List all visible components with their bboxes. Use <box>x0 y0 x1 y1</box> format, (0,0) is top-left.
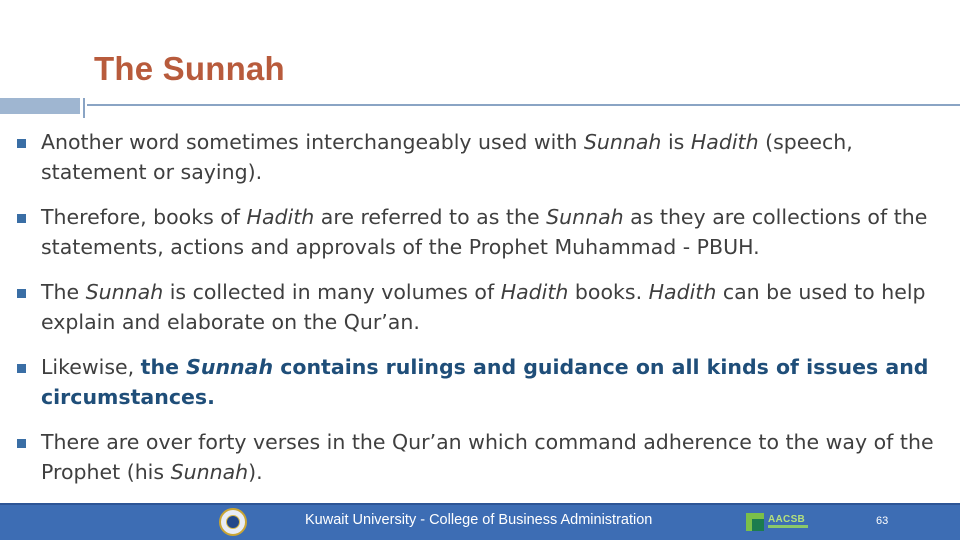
logo-square-inner <box>752 519 764 531</box>
text-segment: Another word sometimes interchangeably used with <box>41 130 584 154</box>
text-segment: (speech, statement or saying). <box>41 130 853 184</box>
square-bullet-icon <box>17 364 26 373</box>
bullet-item <box>16 427 952 487</box>
logo-underline <box>768 525 808 528</box>
text-segment: Sunnah <box>85 280 164 304</box>
title-rule-accent <box>0 98 80 114</box>
text-segment: books. <box>568 280 649 304</box>
slide-title: The Sunnah <box>94 50 285 87</box>
text-segment: The <box>41 280 86 304</box>
text-segment: Sunnah <box>186 355 274 379</box>
text-segment: Hadith <box>648 280 717 304</box>
bullet-item <box>16 352 952 412</box>
text-segment: ). <box>248 460 263 484</box>
university-seal-icon <box>219 508 247 536</box>
square-bullet-icon <box>17 439 26 448</box>
text-segment: contains rulings and guidance on all kinds of issues and circumstances. <box>41 355 929 409</box>
bullet-text <box>41 130 853 184</box>
text-segment: can be used to help explain and elaborate on the Qur’an. <box>41 280 926 334</box>
bullet-text <box>41 355 928 409</box>
footer-text: Kuwait University - College of Business Administration <box>305 512 653 528</box>
bullet-item <box>16 127 952 187</box>
text-segment: Sunnah <box>170 460 249 484</box>
text-segment: Likewise, <box>41 355 141 379</box>
text-segment: is collected in many volumes of <box>163 280 501 304</box>
logo-text: AACSB <box>768 514 806 525</box>
text-segment: as they are collections of the statements, actions and approvals of the Prophet Muhammad - PBUH. <box>41 205 928 259</box>
bullet-list <box>16 127 952 502</box>
text-segment: the <box>140 355 187 379</box>
title-rule-divider <box>83 98 85 118</box>
bullet-item <box>16 202 952 262</box>
text-segment: Sunnah <box>583 130 662 154</box>
title-rule <box>87 104 960 106</box>
bullet-text <box>41 205 927 259</box>
text-segment: is <box>661 130 691 154</box>
square-bullet-icon <box>17 214 26 223</box>
text-segment: Hadith <box>690 130 759 154</box>
text-segment: Sunnah <box>546 205 624 229</box>
text-segment: Hadith <box>500 280 569 304</box>
bullet-item <box>16 277 952 337</box>
aacsb-logo-icon <box>746 511 810 533</box>
text-segment: Hadith <box>246 205 315 229</box>
text-segment: Therefore, books of <box>41 205 247 229</box>
square-bullet-icon <box>17 139 26 148</box>
text-segment: are referred to as the <box>314 205 547 229</box>
page-number: 63 <box>876 515 889 527</box>
text-segment: There are over forty verses in the Qur’an which command adherence to the way of the Prophet (his <box>41 430 934 484</box>
square-bullet-icon <box>17 289 26 298</box>
seal-center <box>226 515 240 529</box>
bullet-text <box>41 280 926 334</box>
bullet-text <box>41 430 934 484</box>
